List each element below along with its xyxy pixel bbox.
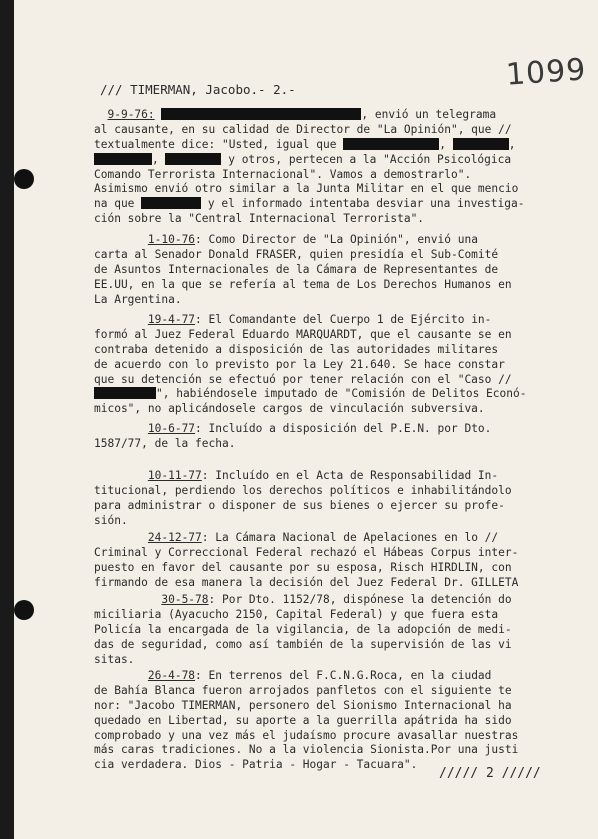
text-line: de Bahía Blanca fueron arrojados panfletos con el siguiente te: [94, 683, 512, 697]
text-line: al causante, en su calidad de Director de "La Opinión", que //: [94, 122, 512, 136]
document-header: /// TIMERMAN, Jacobo.- 2.-: [100, 82, 296, 97]
paragraph: [94, 108, 560, 227]
paragraph: [94, 469, 560, 529]
paragraph: [94, 422, 560, 452]
text-line: contraba detenido a disposición de las autoridades militares: [94, 342, 499, 356]
text-line: puesto en favor del causante por su esposa, Risch HIRDLIN, con: [94, 560, 512, 574]
entry-date: 10-11-77: [147, 469, 202, 482]
paragraph: [94, 593, 560, 667]
redaction-bar: [161, 108, 361, 120]
text-line: quedado en Libertad, su aporte a la guerrilla apátrida ha sido: [94, 713, 512, 727]
text-line: 19-4-77: El Comandante del Cuerpo 1 de Ejército in-: [147, 313, 492, 326]
entry-date: 10-6-77: [147, 422, 196, 435]
text-line: carta al Senador Donald FRASER, quien presidía el Sub-Comité: [94, 247, 499, 261]
text-line: formó al Juez Federal Eduardo MARQUARDT, que el causante se en: [94, 327, 512, 341]
redaction-bar: [141, 197, 201, 209]
text-line: Comando Terrorista Internacional". Vamos a demostrarlo".: [94, 167, 472, 181]
entry-date: 19-4-77: [147, 313, 196, 326]
redaction-bar: [94, 153, 152, 165]
text-line: más caras tradiciones. No a la violencia Sionista.Por una justi: [94, 743, 519, 757]
entry-date: 30-5-78: [161, 593, 209, 606]
text-line: firmando de esa manera la decisión del Juez Federal Dr. GILLETA: [94, 575, 519, 589]
text-line: de Asuntos Internacionales de la Cámara de Representantes de: [94, 262, 499, 276]
text-line: para administrar o disponer de sus bienes o ejercer su profe-: [94, 498, 505, 512]
text-line: titucional, perdiendo los derechos políticos e inhabilitándolo: [94, 483, 512, 497]
redaction-bar: [94, 387, 156, 399]
text-line: micos", no aplicándosele cargos de vinculación subversiva.: [94, 402, 485, 416]
text-line: La Argentina.: [94, 292, 182, 306]
text-line: ", habiéndosele imputado de "Comisión de Delitos Econó-: [94, 387, 560, 402]
text-line: na que y el informado intentaba desviar una investiga-: [94, 197, 525, 211]
text-line: 9-9-76: , envió un telegrama: [107, 108, 497, 121]
text-line: nor: "Jacobo TIMERMAN, personero del Sionismo Internacional ha: [94, 698, 512, 712]
paragraph: [94, 233, 560, 307]
entry-date: 1-10-76: [147, 233, 196, 246]
text-line: de acuerdo con lo previsto por la Ley 21.640. Se hace constar: [94, 357, 505, 371]
text-line: Asimismo envió otro similar a la Junta Militar en el que mencio: [94, 182, 519, 196]
text-line: comprobado y una vez más el judaísmo procure avasallar nuestras: [94, 728, 519, 742]
punch-hole: [14, 600, 34, 620]
text-line: sión.: [94, 513, 128, 527]
text-line: 1587/77, de la fecha.: [94, 436, 236, 450]
entry-date: 9-9-76:: [107, 108, 155, 121]
page-footer: ///// 2 /////: [439, 766, 541, 781]
text-line: 10-6-77: Incluído a disposición del P.E.N. por Dto.: [147, 422, 492, 435]
paragraph: [94, 669, 560, 773]
text-line: Policía la encargada de la vigilancia, de la adopción de medi-: [94, 622, 512, 636]
text-line: das de seguridad, como así también de la supervisión de las vi: [94, 637, 512, 651]
text-line: 1-10-76: Como Director de "La Opinión", envió una: [147, 233, 478, 246]
paragraph: [94, 313, 560, 417]
text-line: Criminal y Correccional Federal rechazó el Hábeas Corpus inter-: [94, 545, 519, 559]
redaction-bar: [165, 153, 221, 165]
text-line: 10-11-77: Incluído en el Acta de Responsabilidad In-: [147, 469, 499, 482]
entry-date: 26-4-78: [147, 669, 196, 682]
text-line: ción sobre la "Central Internacional Terrorista".: [94, 212, 425, 226]
text-line: 30-5-78: Por Dto. 1152/78, dispónese la detención do: [161, 593, 512, 606]
punch-hole: [14, 169, 34, 189]
text-line: miciliaria (Ayacucho 2150, Capital Federal) y que fuera esta: [94, 607, 499, 621]
redaction-bar: [453, 138, 509, 150]
text-line: 26-4-78: En terrenos del F.C.N.G.Roca, en la ciudad: [147, 669, 492, 682]
text-line: EE.UU, en la que se refería al tema de Los Derechos Humanos en: [94, 277, 512, 291]
text-line: que su detención se efectuó por tener relación con el "Caso //: [94, 372, 512, 386]
text-line: , y otros, pertecen a la "Acción Psicológica: [94, 153, 560, 168]
redaction-bar: [343, 138, 439, 150]
handwritten-page-number: 1099: [504, 52, 588, 93]
text-line: textualmente dice: "Usted, igual que , ,: [94, 137, 516, 151]
text-line: 24-12-77: La Cámara Nacional de Apelaciones en lo //: [147, 531, 499, 544]
text-line: sitas.: [94, 652, 135, 666]
paragraph: [94, 531, 560, 591]
document-page: [14, 0, 598, 839]
text-line: cia verdadera. Dios - Patria - Hogar - Tacuara".: [94, 758, 418, 772]
entry-date: 24-12-77: [147, 531, 202, 544]
